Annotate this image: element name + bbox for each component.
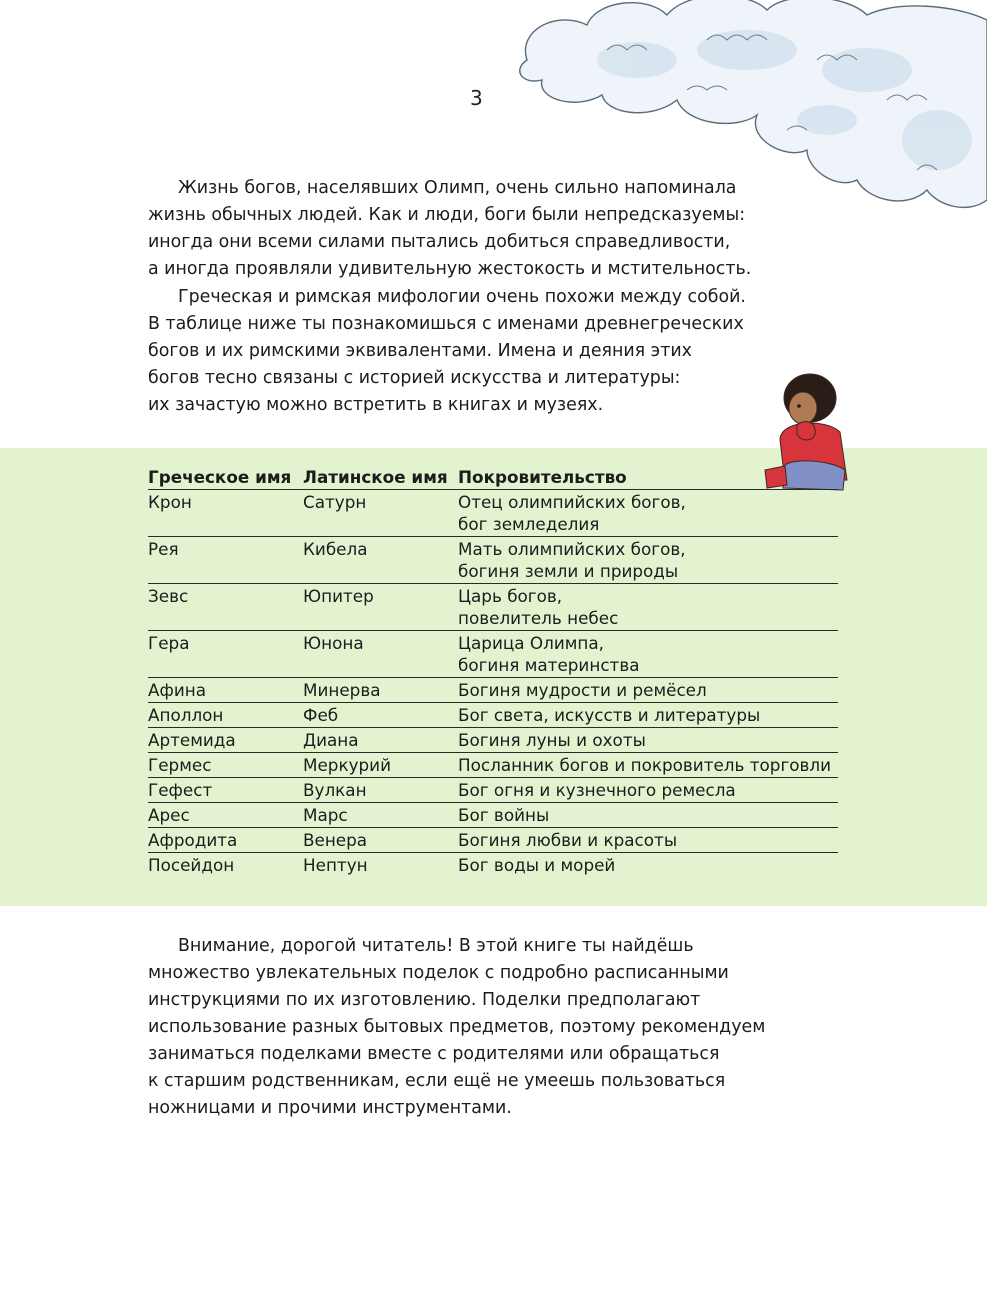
text-line: использование разных бытовых предметов, поэтому рекомендуем [148, 1017, 766, 1037]
greek-name: Гера [148, 631, 303, 678]
patronage: Богиня мудрости и ремёсел [458, 678, 838, 703]
text-line: инструкциями по их изготовлению. Поделки предполагают [148, 990, 701, 1010]
greek-name: Гефест [148, 778, 303, 803]
latin-name: Вулкан [303, 778, 458, 803]
latin-name: Диана [303, 728, 458, 753]
text-line: В таблице ниже ты познакомишься с именами древнегреческих [148, 314, 744, 334]
patronage: Бог воды и морей [458, 855, 616, 875]
patronage-line: Мать олимпийских богов, [458, 539, 686, 559]
table-row [148, 853, 838, 878]
header-patronage: Покровительство [458, 466, 838, 490]
text-line: богов тесно связаны с историей искусства и литературы: [148, 368, 681, 388]
greek-name: Афина [148, 678, 303, 703]
table-row [148, 803, 838, 828]
table-row [148, 703, 838, 728]
text-line: к старшим родственникам, если ещё не умеешь пользоваться [148, 1071, 726, 1091]
table-row [148, 828, 838, 853]
table-row [148, 584, 838, 631]
text-line: Жизнь богов, населявших Олимп, очень сильно напоминала [178, 178, 737, 198]
latin-name: Нептун [303, 855, 368, 875]
text-line: Внимание, дорогой читатель! В этой книге ты найдёшь [178, 936, 694, 956]
patronage [458, 584, 838, 631]
header-latin-name: Латинское имя [303, 466, 458, 490]
patronage-line: богиня земли и природы [458, 561, 679, 581]
latin-name: Сатурн [303, 490, 458, 537]
greek-name: Крон [148, 490, 303, 537]
patronage-line: Отец олимпийских богов, [458, 492, 686, 512]
patronage [458, 490, 838, 537]
text-line: ножницами и прочими инструментами. [148, 1098, 512, 1118]
text-line: Греческая и римская мифологии очень похожи между собой. [178, 287, 746, 307]
text-line: заниматься поделками вместе с родителями или обращаться [148, 1044, 720, 1064]
patronage: Бог войны [458, 803, 838, 828]
patronage: Бог огня и кузнечного ремесла [458, 778, 838, 803]
table-row [148, 537, 838, 584]
latin-name: Меркурий [303, 753, 458, 778]
greek-name: Афродита [148, 828, 303, 853]
intro-paragraph-1 [148, 175, 828, 283]
greek-name: Рея [148, 537, 303, 584]
notice-paragraph [148, 933, 828, 1122]
greek-name: Гермес [148, 753, 303, 778]
table-row [148, 778, 838, 803]
text-line: множество увлекательных поделок с подробно расписанными [148, 963, 729, 983]
intro-paragraph-2 [148, 284, 828, 419]
latin-name: Феб [303, 703, 458, 728]
patronage-line: Царица Олимпа, [458, 633, 605, 653]
table-row [148, 678, 838, 703]
greek-name: Посейдон [148, 855, 235, 875]
text-line: жизнь обычных людей. Как и люди, боги были непредсказуемы: [148, 205, 746, 225]
table-row [148, 490, 838, 537]
table-row [148, 728, 838, 753]
latin-name: Венера [303, 828, 458, 853]
header-greek-name: Греческое имя [148, 466, 303, 490]
latin-name: Кибела [303, 537, 458, 584]
text-line: богов и их римскими эквивалентами. Имена и деяния этих [148, 341, 692, 361]
patronage: Посланник богов и покровитель торговли [458, 753, 838, 778]
latin-name: Юнона [303, 631, 458, 678]
greek-name: Аполлон [148, 703, 303, 728]
patronage [458, 631, 838, 678]
text-line: а иногда проявляли удивительную жестокость и мстительность. [148, 259, 752, 279]
patronage-line: повелитель небес [458, 608, 619, 628]
page-number: 3 [470, 86, 483, 110]
patronage-line: Царь богов, [458, 586, 563, 606]
table-row [148, 631, 838, 678]
patronage: Бог света, искусств и литературы [458, 703, 838, 728]
patronage: Богиня луны и охоты [458, 728, 838, 753]
greek-name: Зевс [148, 584, 303, 631]
text-line: иногда они всеми силами пытались добиться справедливости, [148, 232, 731, 252]
text-line: их зачастую можно встретить в книгах и музеях. [148, 395, 604, 415]
patronage-line: бог земледелия [458, 514, 600, 534]
greek-name: Артемида [148, 728, 303, 753]
table-header-row [148, 466, 838, 490]
patronage [458, 537, 838, 584]
latin-name: Марс [303, 803, 458, 828]
gods-table [148, 466, 838, 877]
patronage-line: богиня материнства [458, 655, 640, 675]
patronage: Богиня любви и красоты [458, 828, 838, 853]
latin-name: Минерва [303, 678, 458, 703]
table-row [148, 753, 838, 778]
greek-name: Арес [148, 803, 303, 828]
latin-name: Юпитер [303, 584, 458, 631]
